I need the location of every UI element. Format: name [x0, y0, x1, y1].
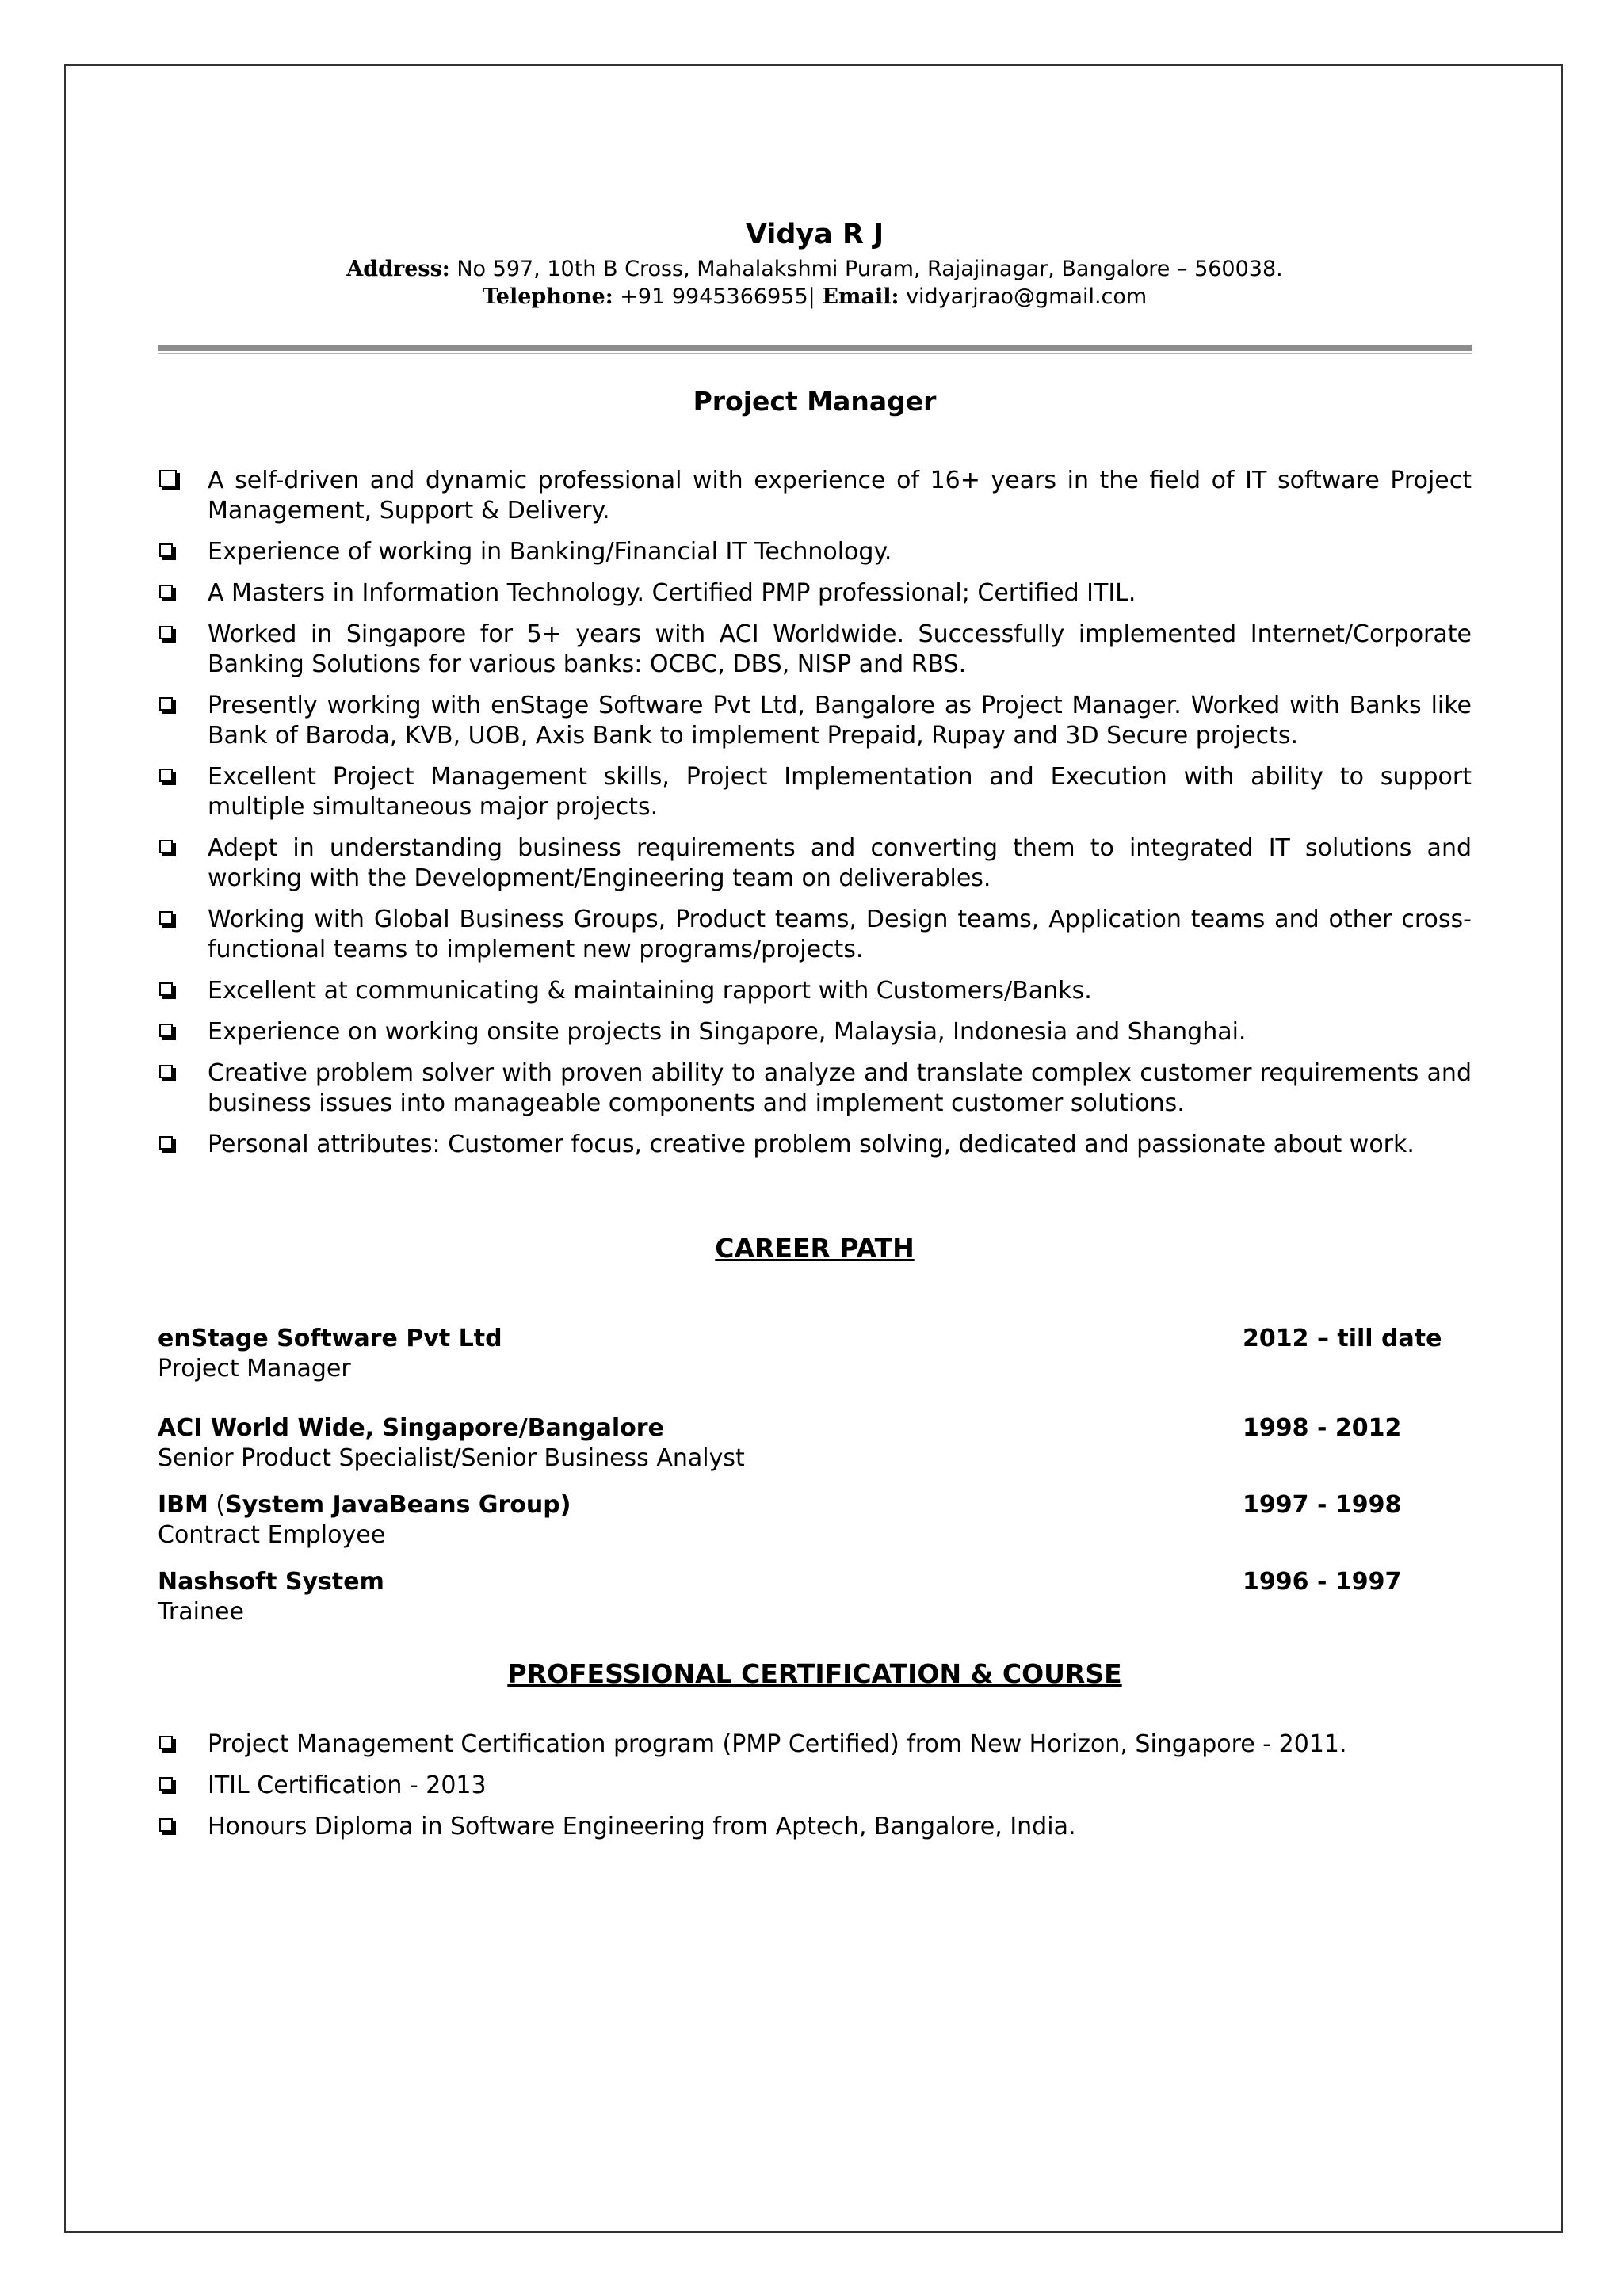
summary-item-text: Creative problem solver with proven ability to analyze and translate complex customer requirements and business issues into manageable components and implement customer solutions. [208, 1059, 1472, 1117]
job-years: 1996 - 1997 [1243, 1568, 1402, 1596]
summary-item-text: Adept in understanding business requirements and converting them to integrated IT solutions and working with the Development/Engineering team on deliverables. [208, 834, 1472, 892]
job-years: 1998 - 2012 [1243, 1414, 1402, 1442]
summary-item-text: Experience on working onsite projects in Singapore, Malaysia, Indonesia and Shanghai. [208, 1018, 1247, 1046]
career-entry [158, 1324, 1472, 1384]
certification-list [158, 1730, 1472, 1853]
company-name: Nashsoft System [158, 1568, 384, 1596]
job-role: Senior Product Specialist/Senior Business Analyst [158, 1444, 745, 1472]
career-entry [158, 1413, 1472, 1474]
company-name-part: System JavaBeans Group) [225, 1491, 571, 1519]
checkbox-bullet-icon [159, 1736, 173, 1749]
company-name: enStage Software Pvt Ltd [158, 1325, 502, 1352]
summary-item-text: A self-driven and dynamic professional with experience of 16+ years in the field of IT software Project Management, Support & Delivery. [208, 467, 1472, 524]
summary-item [158, 537, 1472, 567]
summary-item [158, 578, 1472, 608]
address-line [158, 254, 1472, 284]
checkbox-bullet-icon [159, 1024, 173, 1037]
company-name-part: IBM [158, 1491, 208, 1519]
checkbox-bullet-icon [159, 585, 173, 598]
job-years: 2012 – till date [1243, 1325, 1442, 1352]
summary-item [158, 976, 1472, 1006]
header-divider [158, 345, 1472, 351]
checkbox-bullet-icon [159, 982, 173, 996]
checkbox-bullet-icon [159, 769, 173, 782]
checkbox-bullet-icon [159, 1065, 173, 1078]
summary-item [158, 1058, 1472, 1119]
checkbox-bullet-icon [159, 1777, 173, 1791]
job-role: Trainee [158, 1598, 244, 1626]
job-role: Project Manager [158, 1355, 351, 1383]
summary-item [158, 1017, 1472, 1047]
career-entry [158, 1490, 1472, 1550]
summary-item-text: Personal attributes: Customer focus, creative problem solving, dedicated and passionate about work. [208, 1131, 1415, 1158]
summary-list [158, 466, 1472, 1171]
summary-item-text: Working with Global Business Groups, Product teams, Design teams, Application teams and other cross-functional teams to implement new programs/projects. [208, 906, 1472, 963]
company-name: ACI World Wide, Singapore/Bangalore [158, 1414, 664, 1442]
checkbox-bullet-icon [159, 626, 173, 639]
telephone-value: +91 9945366955 [620, 284, 808, 309]
summary-item [158, 762, 1472, 822]
summary-item [158, 1130, 1472, 1160]
summary-item [158, 905, 1472, 965]
certification-item [158, 1730, 1472, 1760]
certification-heading: PROFESSIONAL CERTIFICATION & COURSE [507, 1658, 1122, 1689]
checkbox-bullet-icon [159, 1818, 173, 1832]
header-divider-thin [158, 353, 1472, 354]
job-years: 1997 - 1998 [1243, 1491, 1402, 1519]
checkbox-bullet-icon [159, 1136, 173, 1150]
summary-item-text: Excellent Project Management skills, Project Implementation and Execution with ability to support multiple simultaneous major projects. [208, 763, 1472, 821]
checkbox-bullet-icon [159, 470, 177, 487]
checkbox-bullet-icon [159, 911, 173, 925]
summary-item-text: Worked in Singapore for 5+ years with ACI Worldwide. Successfully implemented Internet/Corporate Banking Solutions for various banks: OCBC, DBS, NISP and RBS. [208, 620, 1472, 678]
summary-item [158, 833, 1472, 894]
checkbox-bullet-icon [159, 697, 173, 711]
summary-item-text: Excellent at communicating & maintaining rapport with Customers/Banks. [208, 977, 1092, 1005]
summary-item [158, 466, 1472, 526]
telephone-label: Telephone: [482, 284, 613, 309]
career-path-heading: CAREER PATH [715, 1233, 915, 1264]
summary-item-text: Experience of working in Banking/Financial IT Technology. [208, 538, 892, 566]
email-value: vidyarjrao@gmail.com [906, 284, 1148, 309]
email-label: Email: [822, 284, 899, 309]
address-label: Address: [346, 257, 450, 281]
certification-item-text: Project Management Certification program (PMP Certified) from New Horizon, Singapore - 2011. [208, 1730, 1347, 1758]
role-title: Project Manager [693, 386, 937, 417]
checkbox-bullet-icon [159, 840, 173, 853]
certification-item-text: Honours Diploma in Software Engineering from Aptech, Bangalore, India. [208, 1813, 1076, 1840]
job-role: Contract Employee [158, 1521, 386, 1549]
certification-item [158, 1771, 1472, 1801]
address-value: No 597, 10th B Cross, Mahalakshmi Puram, Rajajinagar, Bangalore – 560038. [456, 257, 1283, 281]
summary-item [158, 620, 1472, 680]
summary-item-text: Presently working with enStage Software Pvt Ltd, Bangalore as Project Manager. Worked with Banks like Bank of Baroda, KVB, UOB, Axis Bank to implement Prepaid, Rupay and 3D Secure projects. [208, 692, 1472, 749]
summary-item-text: A Masters in Information Technology. Certified PMP professional; Certified ITIL. [208, 579, 1136, 607]
certification-item [158, 1812, 1472, 1842]
career-entry [158, 1567, 1472, 1627]
summary-item [158, 691, 1472, 751]
certification-item-text: ITIL Certification - 2013 [208, 1772, 487, 1799]
contact-separator: | [808, 284, 815, 309]
checkbox-bullet-icon [159, 543, 173, 557]
contact-line [158, 282, 1472, 312]
candidate-name: Vidya R J [745, 219, 884, 250]
company-name-paren: ( [208, 1491, 226, 1519]
